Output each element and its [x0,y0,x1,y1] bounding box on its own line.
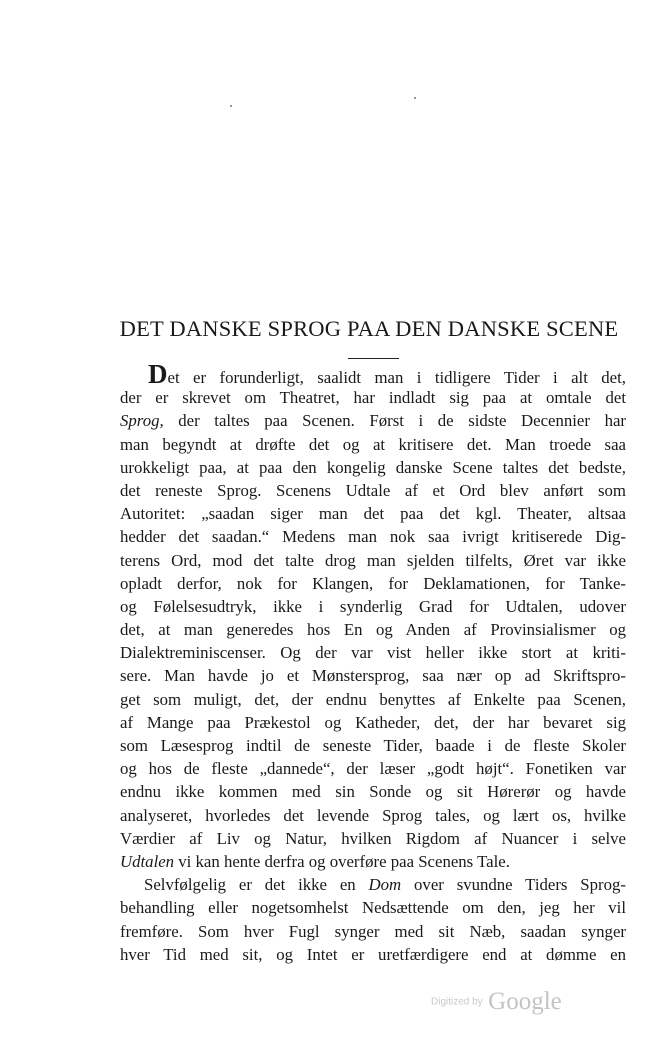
text-line: af Mange paa Prækestol og Katheder, det, der har bevaret sig [120,712,626,732]
text-line: Selvfølgelig er det ikke en Dom over svundne Tiders Sprog- [144,875,626,895]
text-line: Udtalen vi kan hente derfra og overføre paa Scenens Tale. [120,851,510,871]
text-line: Dialektreminiscenser. Og der var vist heller ikke stort at kriti- [120,643,626,663]
google-logo: Google [488,988,562,1015]
text-line: Autoritet: „saadan siger man det paa det kgl. Theater, altsaa [120,504,626,524]
text-line: behandling eller nogetsomhelst Nedsættende om den, jeg her vil [120,898,626,918]
watermark-prefix: Digitized by [431,996,483,1008]
text-line: hver Tid med sit, og Intet er uretfærdigere end at dømme en [120,944,626,964]
text-line: opladt derfor, nok for Klangen, for Deklamationen, for Tanke- [120,573,626,593]
text-line: det, at man generedes hos En og Anden af Provinsialismer og [120,620,626,640]
text-line: det reneste Sprog. Scenens Udtale af et Ord blev anført som [120,480,626,500]
text-line: man begyndt at drøfte det og at kritisere det. Man troede saa [120,434,626,454]
text-line: Værdier af Liv og Natur, hvilken Rigdom af Nuancer i selve [120,828,626,848]
scan-speck [414,97,416,99]
text-line: hedder det saadan.“ Medens man nok saa ivrigt kritiserede Dig- [120,527,626,547]
digitized-watermark [431,988,562,1016]
body-text [120,359,626,966]
text-line: endnu ikke kommen med sin Sonde og sit Hørerør og havde [120,782,626,802]
text-line: analyseret, hvorledes det levende Sprog tales, og lært os, hvilke [120,805,626,825]
chapter-title: DET DANSKE SPROG PAA DEN DANSKE SCENE [119,316,619,341]
text-line: fremføre. Som hver Fugl synger med sit Næb, saadan synger [120,921,626,941]
text-line: Det er forunderligt, saalidt man i tidligere Tider i alt det, [148,359,626,389]
drop-cap: D [148,359,168,389]
text-line: Sprog, der taltes paa Scenen. Først i de sidste Decennier har [120,411,626,431]
scan-speck [230,105,232,107]
text-line: urokkeligt paa, at paa den kongelig danske Scene taltes det bedste, [120,457,626,477]
text-line: og hos de fleste „dannede“, der læser „godt højt“. Fonetiken var [120,759,626,779]
text-line: sere. Man havde jo et Mønstersprog, saa nær op ad Skriftspro- [120,666,626,686]
title-rule [348,358,399,359]
text-line: som Læsesprog indtil de seneste Tider, baade i de fleste Skoler [120,736,626,755]
text-line: terens Ord, mod det talte drog man sjelden tilfelts, Øret var ikke [120,550,626,570]
text-line: der er skrevet om Theatret, har indladt sig paa at omtale det [120,388,626,408]
text-line: og Følelsesudtryk, ikke i synderlig Grad for Udtalen, udover [120,596,626,616]
text-line: get som muligt, det, der endnu benyttes af Enkelte paa Scenen, [120,689,626,709]
